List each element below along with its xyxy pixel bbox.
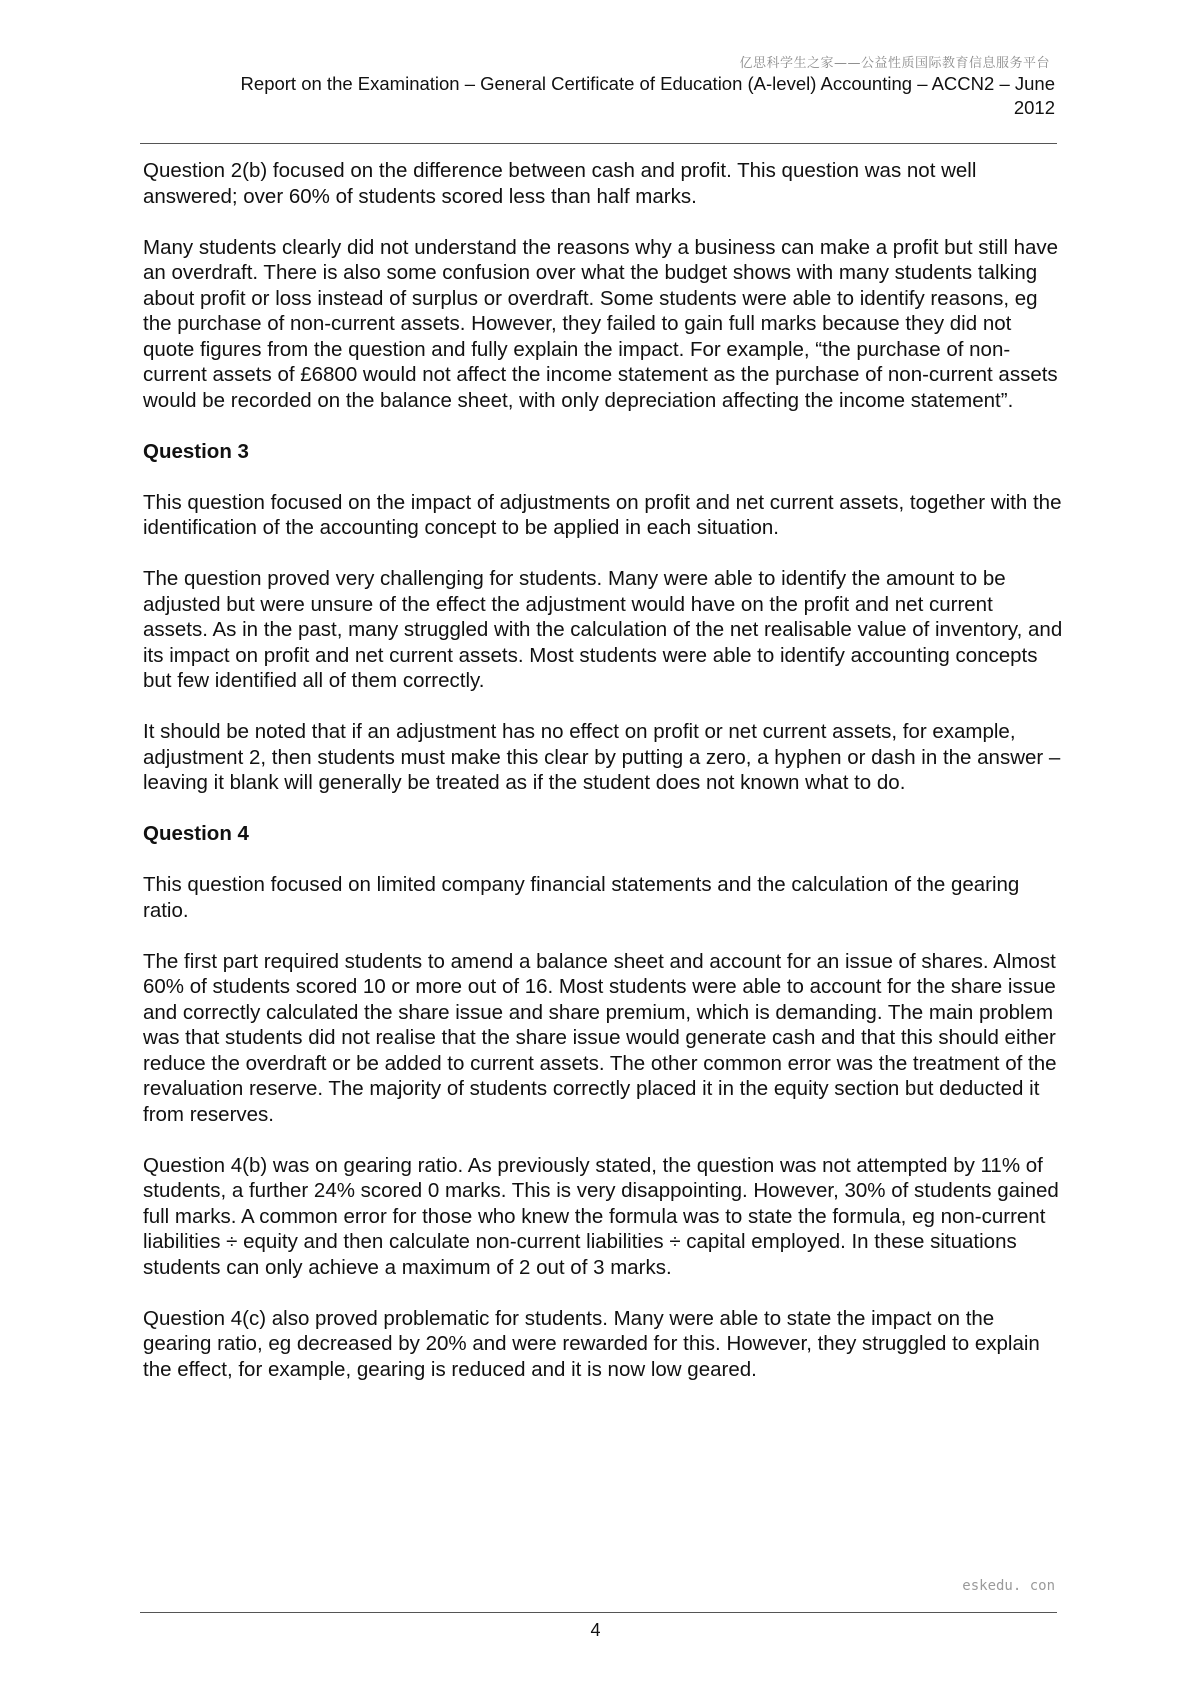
header-line-1: Report on the Examination – General Certificate of Education (A-level) Accounting – ACCN2 – June: [240, 73, 1055, 94]
paragraph-q3-detail: The question proved very challenging for students. Many were able to identify the amount to be adjusted but were unsure of the effect the adjustment would have on the profit and net current assets. As in the past, many struggled with the calculation of the net realisable value of inventory, and its impact on profit and net current assets. Most students were able to identify accounting concepts but few identified all of them correctly.: [143, 567, 1063, 692]
watermark-top: 亿思科学生之家——公益性质国际教育信息服务平台: [739, 56, 1050, 71]
paragraph-q2b-intro: Question 2(b) focused on the difference between cash and profit. This question was not well answered; over 60% of students scored less than half marks.: [143, 159, 977, 208]
heading-question-3: Question 3: [143, 439, 249, 463]
paragraph-q4-intro: This question focused on limited company financial statements and the calculation of the gearing ratio.: [143, 873, 1020, 922]
page-header: [140, 72, 1055, 120]
paragraph-q4b: Question 4(b) was on gearing ratio. As previously stated, the question was not attempted by 11% of students, a further 24% scored 0 marks. This is very disappointing. However, 30% of students gained full marks. A common error for those who knew the formula was to state the formula, eg non-current liabilities ÷ equity and then calculate non-current liabilities ÷ capital employed. In these situations students can only achieve a maximum of 2 out of 3 marks.: [143, 1153, 1059, 1279]
footer-divider: [140, 1612, 1057, 1613]
paragraph-q3-intro: This question focused on the impact of adjustments on profit and net current assets, together with the identification of the accounting concept to be applied in each situation.: [143, 490, 1062, 539]
header-line-2: 2012: [1013, 97, 1055, 118]
page-number: 4: [590, 1620, 601, 1640]
paragraph-q4c: Question 4(c) also proved problematic for students. Many were able to state the impact on the gearing ratio, eg decreased by 20% and were rewarded for this. However, they struggled to explain the effect, for example, gearing is reduced and it is now low geared.: [143, 1306, 1040, 1381]
report-body: [143, 158, 1063, 1408]
watermark-bottom: eskedu. con: [962, 1578, 1055, 1594]
heading-question-4: Question 4: [143, 822, 249, 845]
header-divider: [140, 143, 1057, 144]
paragraph-q2b-detail: Many students clearly did not understand the reasons why a business can make a profit but still have an overdraft. There is also some confusion over what the budget shows with many students talking about profit or loss instead of surplus or overdraft. Some students were able to identify reasons, eg the purchase of non-current assets. However, they failed to gain full marks because they did not quote figures from the question and fully explain the impact. For example, “the purchase of non-current assets of £6800 would not affect the income statement as the purchase of non-current assets would be recorded on the balance sheet, with only depreciation affecting the income statement”.: [143, 235, 1059, 412]
paragraph-q3-note: It should be noted that if an adjustment has no effect on profit or net current assets, for example, adjustment 2, then students must make this clear by putting a zero, a hyphen or dash in the answer – leaving it blank will generally be treated as if the student does not known what to do.: [143, 720, 1061, 794]
paragraph-q4a: The first part required students to amend a balance sheet and account for an issue of shares. Almost 60% of students scored 10 or more out of 16. Most students were able to account for the share issue and correctly calculated the share issue and share premium, which is demanding. The main problem was that students did not realise that the share issue would generate cash and that this should either reduce the overdraft or be added to current assets. The other common error was the treatment of the revaluation reserve. The majority of students correctly placed it in the equity section but deducted it from reserves.: [143, 949, 1057, 1126]
